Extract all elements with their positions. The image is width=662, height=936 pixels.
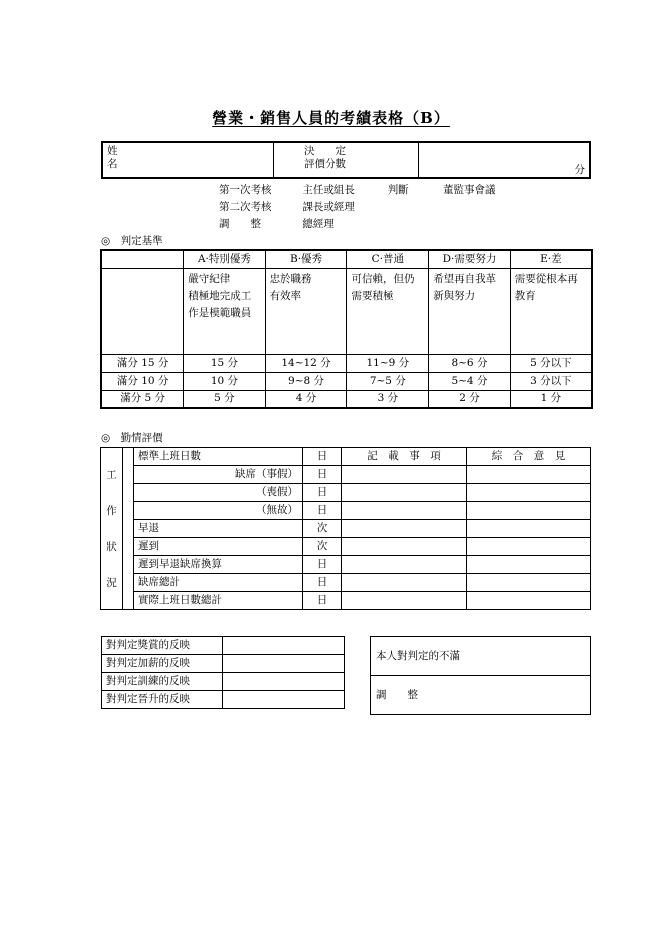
- table-cell: 日: [303, 448, 342, 466]
- adjust-label: 調 整: [371, 676, 591, 715]
- table-cell: 日: [303, 466, 342, 484]
- table-cell: 4 分: [265, 390, 347, 408]
- table-cell: 7~5 分: [347, 372, 429, 390]
- table-cell: 1 分: [510, 390, 592, 408]
- desc-c: 可信賴，但仍需要積極: [347, 268, 429, 354]
- table-cell: 日: [303, 484, 342, 502]
- table-cell: 10 分: [184, 372, 265, 390]
- table-cell: 遲到早退缺席換算: [134, 556, 303, 574]
- col-opinion-header: 綜 合 意 見: [467, 448, 591, 466]
- col-record-header: 記 載 事 項: [342, 448, 467, 466]
- table-cell: 日: [303, 502, 342, 520]
- col-e: E·差: [510, 250, 592, 268]
- table-cell: 早退: [134, 520, 303, 538]
- table-cell: 缺席總計: [134, 574, 303, 592]
- record-cell[interactable]: [342, 502, 467, 520]
- table-cell: 3 分: [347, 390, 429, 408]
- work-status-side-label: 工 作 狀 況: [101, 448, 123, 610]
- score-unit: 分: [574, 164, 585, 176]
- table-cell: 3 分以下: [510, 372, 592, 390]
- record-cell[interactable]: [342, 484, 467, 502]
- reflection-label: 對判定加薪的反映: [102, 655, 223, 673]
- opinion-cell[interactable]: [467, 574, 591, 592]
- row-label: 滿分 5 分: [101, 390, 184, 408]
- header-table: [101, 141, 591, 179]
- table-cell: 2 分: [429, 390, 511, 408]
- table-cell: 9~8 分: [265, 372, 347, 390]
- table-cell: [101, 250, 184, 268]
- attendance-section-label: ◎ 勤情評價: [101, 432, 163, 444]
- reviewers-block: 第一次考核 主任或組長 判斷 董監事會議 第二次考核 課長或經理 調 整 總經理: [219, 184, 496, 230]
- row-label: 滿分 15 分: [101, 354, 184, 372]
- reflection-label: 對判定訓練的反映: [102, 673, 223, 691]
- reflection-cell[interactable]: [223, 691, 345, 709]
- record-cell[interactable]: [342, 556, 467, 574]
- opinion-cell[interactable]: [467, 520, 591, 538]
- reflection-cell[interactable]: [223, 637, 345, 655]
- table-cell: 5 分以下: [510, 354, 592, 372]
- desc-e: 需要從根本再教育: [510, 268, 592, 354]
- table-cell: 15 分: [184, 354, 265, 372]
- table-cell: 次: [303, 538, 342, 556]
- attendance-table: [100, 447, 591, 610]
- opinion-cell[interactable]: [467, 466, 591, 484]
- table-cell: 14~12 分: [265, 354, 347, 372]
- decision-score-label: 決 定 評價分數: [274, 142, 419, 178]
- opinion-cell[interactable]: [467, 484, 591, 502]
- col-d: D·需要努力: [429, 250, 511, 268]
- table-cell: 遲到: [134, 538, 303, 556]
- record-cell[interactable]: [342, 574, 467, 592]
- col-a: A·特別優秀: [184, 250, 265, 268]
- dissatisfaction-label: 本人對判定的不滿: [371, 637, 591, 676]
- desc-b: 忠於職務 有效率: [265, 268, 347, 354]
- desc-a: 嚴守紀律 積極地完成工作是模範職員: [184, 268, 265, 354]
- table-cell: 缺席（事假）: [134, 466, 303, 484]
- criteria-section-label: ◎ 判定基準: [101, 235, 163, 247]
- reflection-cell[interactable]: [223, 655, 345, 673]
- dissatisfaction-table: [370, 636, 591, 715]
- table-cell: 5~4 分: [429, 372, 511, 390]
- table-cell: （無故）: [134, 502, 303, 520]
- table-cell: [101, 268, 184, 354]
- table-cell: 日: [303, 556, 342, 574]
- opinion-cell[interactable]: [467, 538, 591, 556]
- record-cell[interactable]: [342, 538, 467, 556]
- desc-d: 希望再自我革新與努力: [429, 268, 511, 354]
- table-cell: 次: [303, 520, 342, 538]
- record-cell[interactable]: [342, 466, 467, 484]
- name-cell: 姓 名: [102, 142, 274, 178]
- row-label: 滿分 10 分: [101, 372, 184, 390]
- score-value-cell[interactable]: [419, 142, 591, 178]
- reflection-label: 對判定獎賞的反映: [102, 637, 223, 655]
- page-title: 營業・銷售人員的考績表格（B）: [212, 109, 450, 127]
- record-cell[interactable]: [342, 592, 467, 610]
- reflections-table: [101, 636, 345, 709]
- col-c: C·普通: [347, 250, 429, 268]
- table-cell: 日: [303, 592, 342, 610]
- opinion-cell[interactable]: [467, 592, 591, 610]
- record-cell[interactable]: [342, 520, 467, 538]
- col-b: B·優秀: [265, 250, 347, 268]
- table-cell: 日: [303, 574, 342, 592]
- table-cell: 11~9 分: [347, 354, 429, 372]
- table-cell: （喪假）: [134, 484, 303, 502]
- table-cell: 8~6 分: [429, 354, 511, 372]
- reflection-label: 對判定晉升的反映: [102, 691, 223, 709]
- table-cell: 實際上班日數總計: [134, 592, 303, 610]
- criteria-table: [100, 249, 593, 409]
- attendance-row-label: 標準上班日數: [134, 448, 303, 466]
- table-cell: [123, 448, 134, 610]
- opinion-cell[interactable]: [467, 502, 591, 520]
- opinion-cell[interactable]: [467, 556, 591, 574]
- reflection-cell[interactable]: [223, 673, 345, 691]
- table-cell: 5 分: [184, 390, 265, 408]
